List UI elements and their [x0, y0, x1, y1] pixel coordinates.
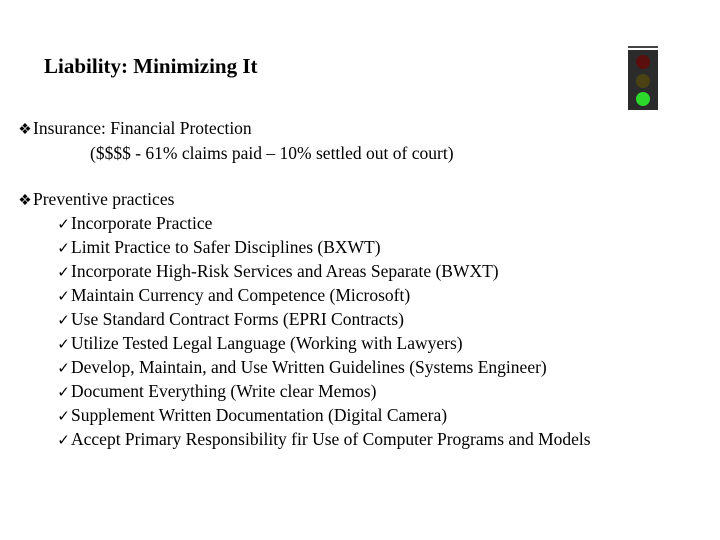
checkmark-bullet-icon: ✓ [57, 409, 70, 425]
check-item-text: Maintain Currency and Competence (Microsoft) [71, 285, 411, 305]
checkmark-bullet-icon: ✓ [57, 433, 70, 449]
check-item [56, 237, 381, 259]
bullet-preventive-practices [18, 189, 174, 211]
check-item [56, 309, 404, 331]
bullet-text: Preventive practices [33, 189, 175, 209]
diamond-bullet-icon: ❖ [18, 193, 32, 209]
checkmark-bullet-icon: ✓ [57, 289, 70, 305]
traffic-light-icon [628, 46, 658, 110]
check-item [56, 333, 463, 355]
checkmark-bullet-icon: ✓ [57, 385, 70, 401]
checkmark-bullet-icon: ✓ [57, 337, 70, 353]
check-item [56, 213, 212, 235]
checkmark-bullet-icon: ✓ [57, 265, 70, 281]
checkmark-bullet-icon: ✓ [57, 313, 70, 329]
check-item-text: Incorporate High-Risk Services and Areas Separate (BWXT) [71, 261, 499, 281]
check-item [56, 357, 547, 379]
bullet-text: Insurance: Financial Protection [33, 118, 252, 138]
check-item-text: Utilize Tested Legal Language (Working with Lawyers) [71, 333, 463, 353]
check-item-text: Develop, Maintain, and Use Written Guidelines (Systems Engineer) [71, 357, 547, 377]
diamond-bullet-icon: ❖ [18, 122, 32, 138]
check-item [56, 429, 591, 451]
bullet-insurance-detail: ($$$$ - 61% claims paid – 10% settled out of court) [90, 143, 454, 163]
check-item-text: Incorporate Practice [71, 213, 213, 233]
bullet-insurance [18, 118, 252, 140]
check-item-text: Supplement Written Documentation (Digital Camera) [71, 405, 448, 425]
check-item [56, 381, 376, 403]
check-item [56, 405, 447, 427]
slide-title: Liability: Minimizing It [44, 54, 258, 78]
checkmark-bullet-icon: ✓ [57, 361, 70, 377]
checkmark-bullet-icon: ✓ [57, 217, 70, 233]
check-item [56, 261, 499, 283]
check-item-text: Limit Practice to Safer Disciplines (BXWT) [71, 237, 381, 257]
check-item-text: Use Standard Contract Forms (EPRI Contracts) [71, 309, 404, 329]
check-item-text: Document Everything (Write clear Memos) [71, 381, 377, 401]
checkmark-bullet-icon: ✓ [57, 241, 70, 257]
check-item [56, 285, 410, 307]
check-item-text: Accept Primary Responsibility fir Use of Computer Programs and Models [71, 429, 591, 449]
